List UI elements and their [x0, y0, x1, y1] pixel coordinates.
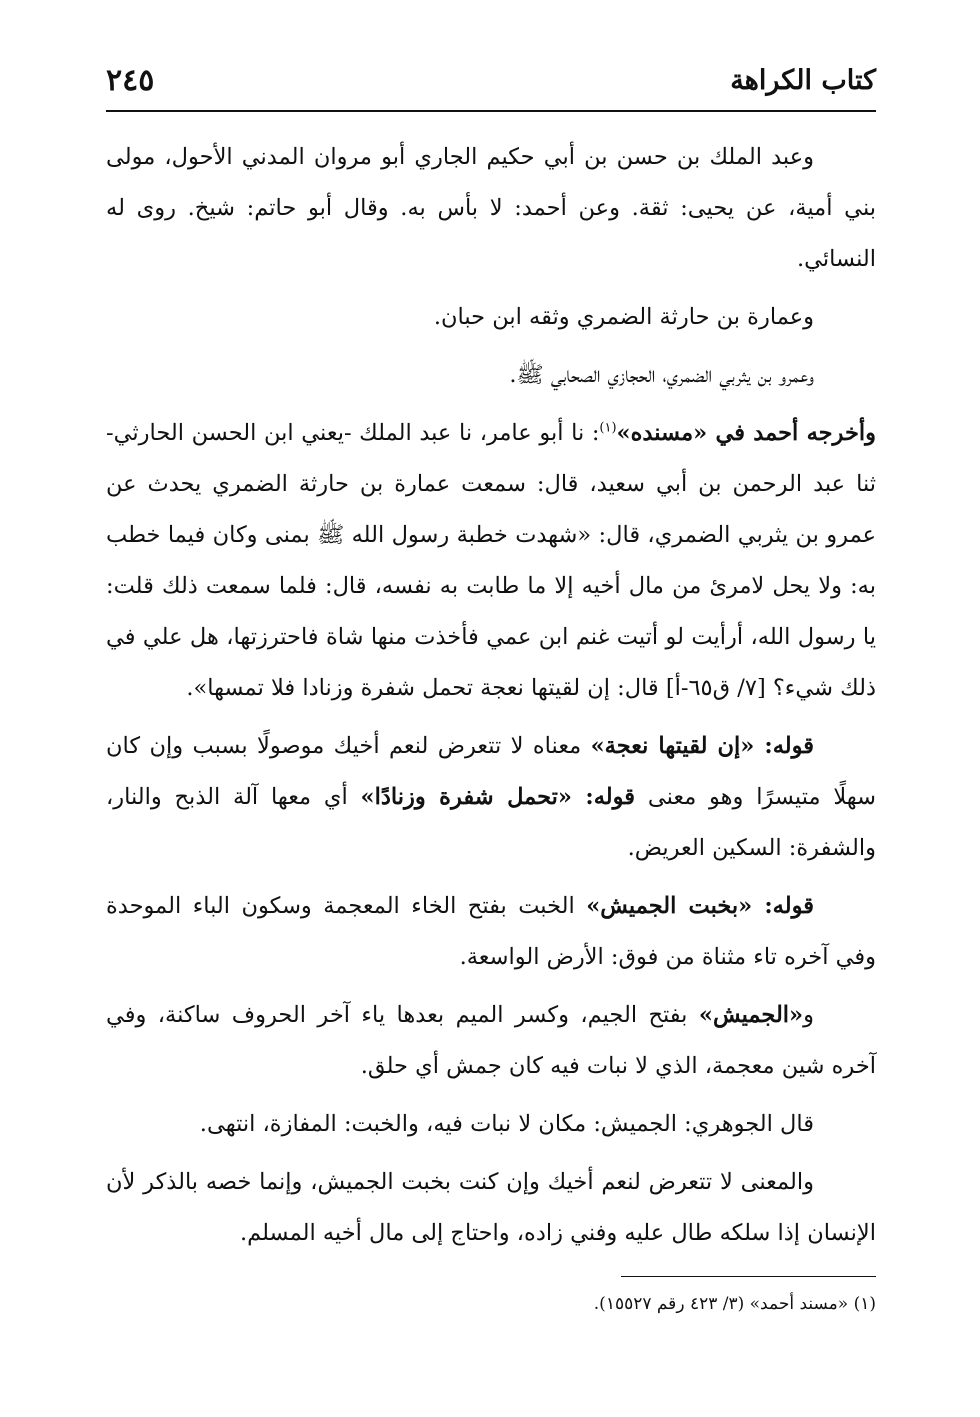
lemma-jamish: «الجميش»	[698, 1002, 804, 1028]
page-header	[106, 52, 876, 108]
explanation-text-1: معناه لا تتعرض لنعم أخيك موصولًا بسبب وإن كان سهلًا متيسرًا وهو معنى	[106, 733, 876, 810]
paragraph-explanation-naja	[106, 721, 876, 874]
page-number: ٢٤٥	[106, 62, 155, 98]
paragraph-meaning: والمعنى لا تتعرض لنعم أخيك وإن كنت بخبت الجميش، وإنما خصه بالذكر لأن الإنسان إذا سلكه طال عليه وفني زاده، واحتاج إلى مال أخيه المسلم.	[106, 1169, 876, 1246]
conjunction: و	[803, 1002, 814, 1028]
paragraph-explanation-jamish	[106, 990, 876, 1092]
paragraph-narrator-amr: وعمرو بن يثربي الضمري، الحجازي الصحابي ﷺ.	[509, 362, 814, 388]
lemma-naja: قوله: «إن لقيتها نعجة»	[590, 733, 814, 759]
main-text	[106, 132, 876, 1266]
lemma-khabt: قوله: «بخبت الجميش»	[586, 893, 814, 919]
explanation-text-khabt: الخبت بفتح الخاء المعجمة وسكون الباء الموحدة وفي آخره تاء مثناة من فوق: الأرض الواسعة.	[106, 893, 876, 970]
explanation-text-jamish: بفتح الجيم، وكسر الميم بعدها ياء آخر الحروف ساكنة، وفي آخره شين معجمة، الذي لا نبات فيه كان جمش أي حلق.	[106, 1002, 876, 1079]
book-title: كتاب الكراهة	[730, 64, 876, 96]
takhrij-heading: وأخرجه أحمد في «مسنده»	[616, 420, 876, 446]
paragraph-jawhari: قال الجوهري: الجميش: مكان لا نبات فيه، والخبت: المفازة، انتهى.	[199, 1111, 814, 1137]
footnote: (١) «مسند أحمد» (٣/ ٤٢٣ رقم ١٥٥٢٧).	[593, 1294, 876, 1314]
lemma-shafra: قوله: «تحمل شفرة وزنادًا»	[360, 784, 636, 810]
footnote-divider	[621, 1276, 876, 1277]
paragraph-hadith-takhrij	[106, 408, 876, 714]
paragraph-explanation-khabt	[106, 881, 876, 983]
paragraph-narrator-abdulmalik: وعبد الملك بن حسن بن أبي حكيم الجاري أبو مروان المدني الأحول، مولى بني أمية، عن يحيى: ثقة. وعن أحمد: لا بأس به. وقال أبو حاتم: شيخ. روى له النسائي.	[106, 144, 876, 272]
footnote-reference: (١)	[599, 420, 617, 436]
paragraph-narrator-umara: وعمارة بن حارثة الضمري وثقه ابن حبان.	[433, 304, 814, 330]
explanation-text-2: أي معها آلة الذبح والنار، والشفرة: السكين العريض.	[106, 784, 876, 861]
takhrij-text: : نا أبو عامر، نا عبد الملك -يعني ابن الحسن الحارثي- ثنا عبد الرحمن بن أبي سعيد، قال: سمعت عمارة بن حارثة الضمري يحدث عن عمرو بن يثربي الضمري، قال: «شهدت خطبة رسول الله ﷺ بمنى وكان فيما خطب به: ولا يحل لامرئ من مال أخيه إلا ما طابت به نفسه، قال: فلما سمعت ذلك قلت: يا رسول الله، أرأيت لو أتيت غنم ابن عمي فأخذت منها شاة فاحترزتها، هل علي في ذلك شيء؟ [٧/ ق٦٥-أ] قال: إن لقيتها نعجة تحمل شفرة وزنادا فلا تمسها».	[106, 420, 876, 701]
header-divider	[106, 110, 876, 112]
